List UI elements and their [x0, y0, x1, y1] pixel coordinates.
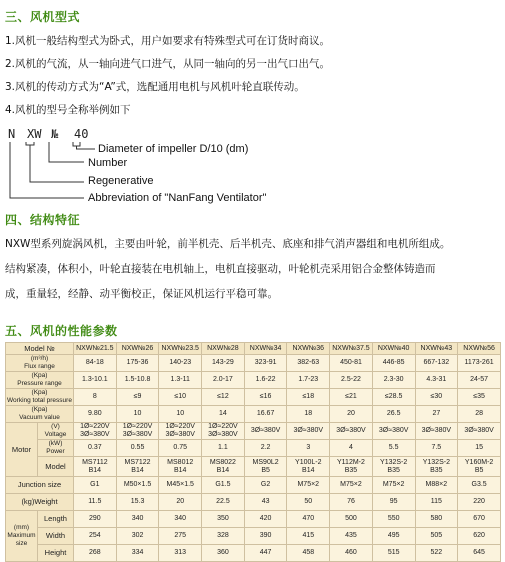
height-cell: 334: [116, 545, 159, 562]
weight-cell: 50: [287, 494, 330, 511]
width-cell: 620: [458, 528, 501, 545]
model-header-cell: NXW№26: [116, 343, 159, 355]
height-cell: 268: [74, 545, 117, 562]
junction-cell: M88×2: [415, 477, 458, 494]
width-cell: 505: [415, 528, 458, 545]
pressure-cell: 2.5-22: [330, 372, 373, 389]
label-regenerative: Regenerative: [88, 175, 154, 187]
voltage-cell: 3Ø≈380V: [287, 423, 330, 440]
pressure-label-unit: (Kpa): [31, 372, 48, 379]
vacuum-label: [6, 406, 74, 423]
power-cell: 0.75: [159, 440, 202, 457]
pressure-cell: 1.3-11: [159, 372, 202, 389]
working-pressure-cell: ≤28.5: [372, 389, 415, 406]
label-diameter: Diameter of impeller D/10 (dm): [98, 143, 249, 155]
model-header-cell: NXW№34: [244, 343, 287, 355]
width-cell: 435: [330, 528, 373, 545]
weight-cell: 95: [372, 494, 415, 511]
vacuum-cell: 14: [202, 406, 245, 423]
code-n: N: [8, 127, 16, 141]
voltage-cell: 1Ø≈220V 3Ø≈380V: [159, 423, 202, 440]
vacuum-cell: 27: [415, 406, 458, 423]
row-junction: [6, 477, 501, 494]
junction-label: Junction size: [6, 477, 74, 494]
height-cell: 313: [159, 545, 202, 562]
working-pressure-cell: ≤12: [202, 389, 245, 406]
motor-model-cell: MS8012 B14: [159, 457, 202, 477]
motor-model-cell: Y160M-2 B5: [458, 457, 501, 477]
motor-model-cell: Y112M-2 B35: [330, 457, 373, 477]
voltage-cell: 3Ø≈380V: [330, 423, 373, 440]
vacuum-cell: 26.5: [372, 406, 415, 423]
row-length: [6, 511, 501, 528]
row-voltage: [6, 423, 501, 440]
power-cell: 1.1: [202, 440, 245, 457]
weight-cell: 115: [415, 494, 458, 511]
code-num: 40: [74, 127, 89, 141]
row-flux: [6, 355, 501, 372]
junction-cell: M75×2: [372, 477, 415, 494]
working-pressure-cell: ≤9: [116, 389, 159, 406]
voltage-cell: 3Ø≈380V: [415, 423, 458, 440]
max-size-unit: (mm): [13, 524, 30, 531]
section-4-line-1: NXW型系列旋涡风机，主要由叶轮，前半机壳、后半机壳、底座和排气消声器组和电机所组成。: [5, 238, 451, 250]
length-cell: 470: [287, 511, 330, 528]
performance-table: [5, 342, 501, 562]
height-cell: 460: [330, 545, 373, 562]
pressure-cell: 24-57: [458, 372, 501, 389]
vacuum-cell: 28: [458, 406, 501, 423]
model-header-cell: NXW№28: [202, 343, 245, 355]
power-cell: 0.37: [74, 440, 117, 457]
power-cell: 0.55: [116, 440, 159, 457]
width-cell: 275: [159, 528, 202, 545]
motor-model-label: Model: [38, 457, 74, 477]
junction-cell: G3.5: [458, 477, 501, 494]
working-pressure-label-text: Working total pressure: [7, 397, 72, 404]
row-pressure: [6, 372, 501, 389]
length-label: Length: [38, 511, 74, 528]
working-pressure-cell: ≤18: [287, 389, 330, 406]
pressure-label-text: Pressure range: [17, 380, 62, 387]
max-size-text: Maximum size: [7, 532, 36, 547]
label-abbreviation: Abbreviation of "NanFang Ventilator": [88, 192, 267, 204]
model-code-brackets: [0, 0, 505, 220]
motor-label: Motor: [6, 423, 38, 477]
motor-model-cell: MS90L2 B5: [244, 457, 287, 477]
power-label: [38, 440, 74, 457]
width-cell: 302: [116, 528, 159, 545]
label-number: Number: [88, 157, 128, 169]
section-4-line-2: 结构紧凑，体积小，叶轮直接装在电机轴上，电机直接驱动，叶轮机壳采用铝合金整体铸造而: [5, 263, 436, 275]
width-label: Width: [38, 528, 74, 545]
length-cell: 580: [415, 511, 458, 528]
working-pressure-cell: ≤30: [415, 389, 458, 406]
row-height: [6, 545, 501, 562]
length-cell: 420: [244, 511, 287, 528]
power-unit: (kW): [48, 440, 63, 447]
voltage-cell: 3Ø≈380V: [372, 423, 415, 440]
section-3-item-4: 4.风机的型号全称举例如下: [5, 104, 131, 116]
weight-cell: 76: [330, 494, 373, 511]
flux-cell: 143-29: [202, 355, 245, 372]
height-cell: 447: [244, 545, 287, 562]
model-header-cell: NXW№40: [372, 343, 415, 355]
section-4-title: 四、结构特征: [5, 213, 81, 227]
power-text: Power: [46, 448, 65, 455]
flux-label-unit: (m³/h): [30, 355, 49, 362]
power-cell: 4: [330, 440, 373, 457]
height-cell: 458: [287, 545, 330, 562]
flux-cell: 140-23: [159, 355, 202, 372]
model-header-cell: NXW№43: [415, 343, 458, 355]
model-header-cell: NXW№37.5: [330, 343, 373, 355]
weight-cell: 220: [458, 494, 501, 511]
voltage-cell: 3Ø≈380V: [244, 423, 287, 440]
weight-cell: 11.5: [74, 494, 117, 511]
pressure-cell: 2.0-17: [202, 372, 245, 389]
width-cell: 390: [244, 528, 287, 545]
model-header-cell: NXW№21.5: [74, 343, 117, 355]
section-3-item-3: 3.风机的传动方式为“A”式，选配通用电机与风机叶轮直联传动。: [5, 81, 305, 93]
working-pressure-cell: ≤21: [330, 389, 373, 406]
junction-cell: G1: [74, 477, 117, 494]
vacuum-cell: 16.67: [244, 406, 287, 423]
junction-cell: M75×2: [287, 477, 330, 494]
working-pressure-label: [6, 389, 74, 406]
pressure-cell: 1.7-23: [287, 372, 330, 389]
pressure-cell: 4.3-31: [415, 372, 458, 389]
flux-cell: 84-18: [74, 355, 117, 372]
motor-model-cell: MS8022 B14: [202, 457, 245, 477]
voltage-cell: 1Ø≈220V 3Ø≈380V: [74, 423, 117, 440]
working-pressure-label-unit: (Kpa): [31, 389, 48, 396]
vacuum-cell: 20: [330, 406, 373, 423]
section-5-title: 五、风机的性能参数: [5, 324, 118, 338]
flux-cell: 667-132: [415, 355, 458, 372]
flux-label-text: Flux range: [24, 363, 55, 370]
flux-cell: 323-91: [244, 355, 287, 372]
section-4-line-3: 成，重量轻，经静、动平衡校正，保证风机运行平稳可靠。: [5, 288, 278, 300]
length-cell: 290: [74, 511, 117, 528]
model-label: Model №: [6, 343, 74, 355]
flux-cell: 1173-261: [458, 355, 501, 372]
power-cell: 15: [458, 440, 501, 457]
flux-cell: 382-63: [287, 355, 330, 372]
junction-cell: G1.5: [202, 477, 245, 494]
flux-label: [6, 355, 74, 372]
model-header-cell: NXW№56: [458, 343, 501, 355]
row-weight: [6, 494, 501, 511]
height-cell: 515: [372, 545, 415, 562]
code-xw: XW: [27, 127, 42, 141]
working-pressure-cell: ≤16: [244, 389, 287, 406]
motor-model-cell: Y132S-2 B35: [415, 457, 458, 477]
junction-cell: M50×1.5: [116, 477, 159, 494]
width-cell: 254: [74, 528, 117, 545]
length-cell: 500: [330, 511, 373, 528]
working-pressure-cell: ≤10: [159, 389, 202, 406]
voltage-unit: (V): [51, 423, 60, 430]
row-width: [6, 528, 501, 545]
row-vacuum: [6, 406, 501, 423]
weight-cell: 15.3: [116, 494, 159, 511]
power-cell: 5.5: [372, 440, 415, 457]
length-cell: 670: [458, 511, 501, 528]
junction-cell: G2: [244, 477, 287, 494]
section-3-item-2: 2.风机的气流，从一轴向进气口进气，从同一轴向的另一出气口出气。: [5, 58, 331, 70]
width-cell: 415: [287, 528, 330, 545]
vacuum-cell: 18: [287, 406, 330, 423]
section-3-title: 三、风机型式: [5, 10, 81, 24]
width-cell: 328: [202, 528, 245, 545]
voltage-label: [38, 423, 74, 440]
voltage-cell: 1Ø≈220V 3Ø≈380V: [116, 423, 159, 440]
flux-cell: 446-85: [372, 355, 415, 372]
length-cell: 350: [202, 511, 245, 528]
working-pressure-cell: ≤35: [458, 389, 501, 406]
width-cell: 495: [372, 528, 415, 545]
power-cell: 2.2: [244, 440, 287, 457]
pressure-label: [6, 372, 74, 389]
voltage-text: Voltage: [44, 431, 67, 438]
row-model: [6, 343, 501, 355]
power-cell: 3: [287, 440, 330, 457]
working-pressure-cell: 8: [74, 389, 117, 406]
voltage-cell: 1Ø≈220V 3Ø≈380V: [202, 423, 245, 440]
height-cell: 522: [415, 545, 458, 562]
weight-cell: 43: [244, 494, 287, 511]
power-cell: 7.5: [415, 440, 458, 457]
length-cell: 550: [372, 511, 415, 528]
vacuum-label-text: Vacuum value: [19, 414, 60, 421]
flux-cell: 450-81: [330, 355, 373, 372]
motor-model-cell: Y100L-2 B14: [287, 457, 330, 477]
height-label: Height: [38, 545, 74, 562]
row-motor-model: [6, 457, 501, 477]
model-header-cell: NXW№36: [287, 343, 330, 355]
vacuum-label-unit: (Kpa): [31, 406, 48, 413]
motor-model-cell: Y132S-2 B35: [372, 457, 415, 477]
vacuum-cell: 10: [116, 406, 159, 423]
row-power: [6, 440, 501, 457]
height-cell: 645: [458, 545, 501, 562]
junction-cell: M45×1.5: [159, 477, 202, 494]
weight-label: (kg)Weight: [6, 494, 74, 511]
row-working-pressure: [6, 389, 501, 406]
weight-cell: 22.5: [202, 494, 245, 511]
length-cell: 340: [116, 511, 159, 528]
flux-cell: 175-36: [116, 355, 159, 372]
code-no: №: [51, 127, 59, 141]
pressure-cell: 2.3-30: [372, 372, 415, 389]
vacuum-cell: 10: [159, 406, 202, 423]
vacuum-cell: 9.80: [74, 406, 117, 423]
model-header-cell: NXW№23.5: [159, 343, 202, 355]
height-cell: 360: [202, 545, 245, 562]
motor-model-cell: MS7122 B14: [116, 457, 159, 477]
junction-cell: M75×2: [330, 477, 373, 494]
section-3-item-1: 1.风机一般结构型式为卧式，用户如要求有特殊型式可在订货时商议。: [5, 35, 331, 47]
pressure-cell: 1.5-10.8: [116, 372, 159, 389]
pressure-cell: 1.3-10.1: [74, 372, 117, 389]
pressure-cell: 1.6-22: [244, 372, 287, 389]
weight-cell: 20: [159, 494, 202, 511]
voltage-cell: 3Ø≈380V: [458, 423, 501, 440]
motor-model-cell: MS7112 B14: [74, 457, 117, 477]
length-cell: 340: [159, 511, 202, 528]
